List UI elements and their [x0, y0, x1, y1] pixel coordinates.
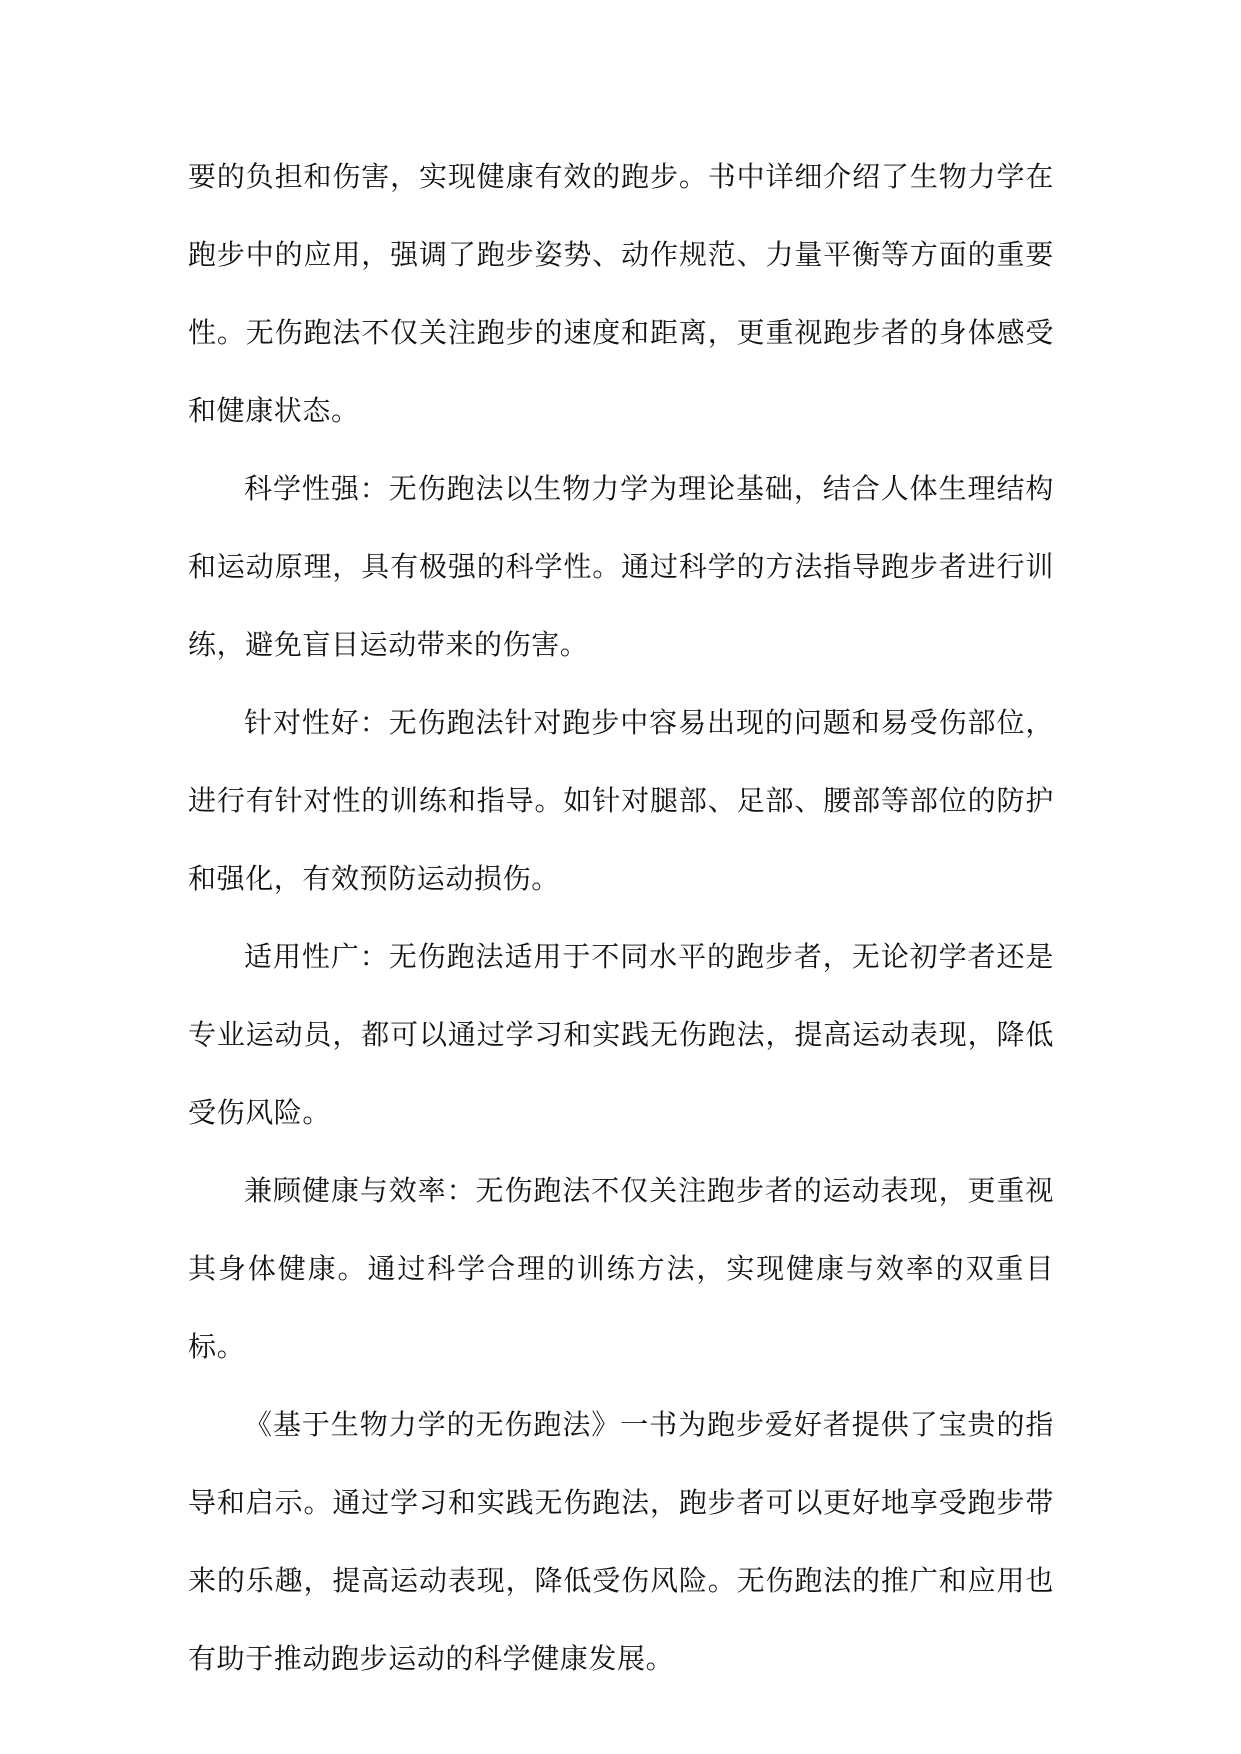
paragraph-scientific: 科学性强：无伤跑法以生物力学为理论基础，结合人体生理结构和运动原理，具有极强的科学性。通过科学的方法指导跑步者进行训练，避免盲目运动带来的伤害。: [188, 472, 1054, 661]
document-body: [188, 138, 1054, 1698]
paragraph-targeted: 针对性好：无伤跑法针对跑步中容易出现的问题和易受伤部位，进行有针对性的训练和指导。如针对腿部、足部、腰部等部位的防护和强化，有效预防运动损伤。: [188, 706, 1054, 895]
paragraph-applicability: 适用性广：无伤跑法适用于不同水平的跑步者，无论初学者还是专业运动员，都可以通过学习和实践无伤跑法，提高运动表现，降低受伤风险。: [188, 940, 1054, 1129]
paragraph-conclusion: 《基于生物力学的无伤跑法》一书为跑步爱好者提供了宝贵的指导和启示。通过学习和实践无伤跑法，跑步者可以更好地享受跑步带来的乐趣，提高运动表现，降低受伤风险。无伤跑法的推广和应用也有助于推动跑步运动的科学健康发展。: [188, 1408, 1054, 1675]
paragraph-health-efficiency: 兼顾健康与效率：无伤跑法不仅关注跑步者的运动表现，更重视其身体健康。通过科学合理的训练方法，实现健康与效率的双重目标。: [188, 1174, 1054, 1363]
paragraph-continuation: 要的负担和伤害，实现健康有效的跑步。书中详细介绍了生物力学在跑步中的应用，强调了跑步姿势、动作规范、力量平衡等方面的重要性。无伤跑法不仅关注跑步的速度和距离，更重视跑步者的身体感受和健康状态。: [188, 160, 1054, 427]
